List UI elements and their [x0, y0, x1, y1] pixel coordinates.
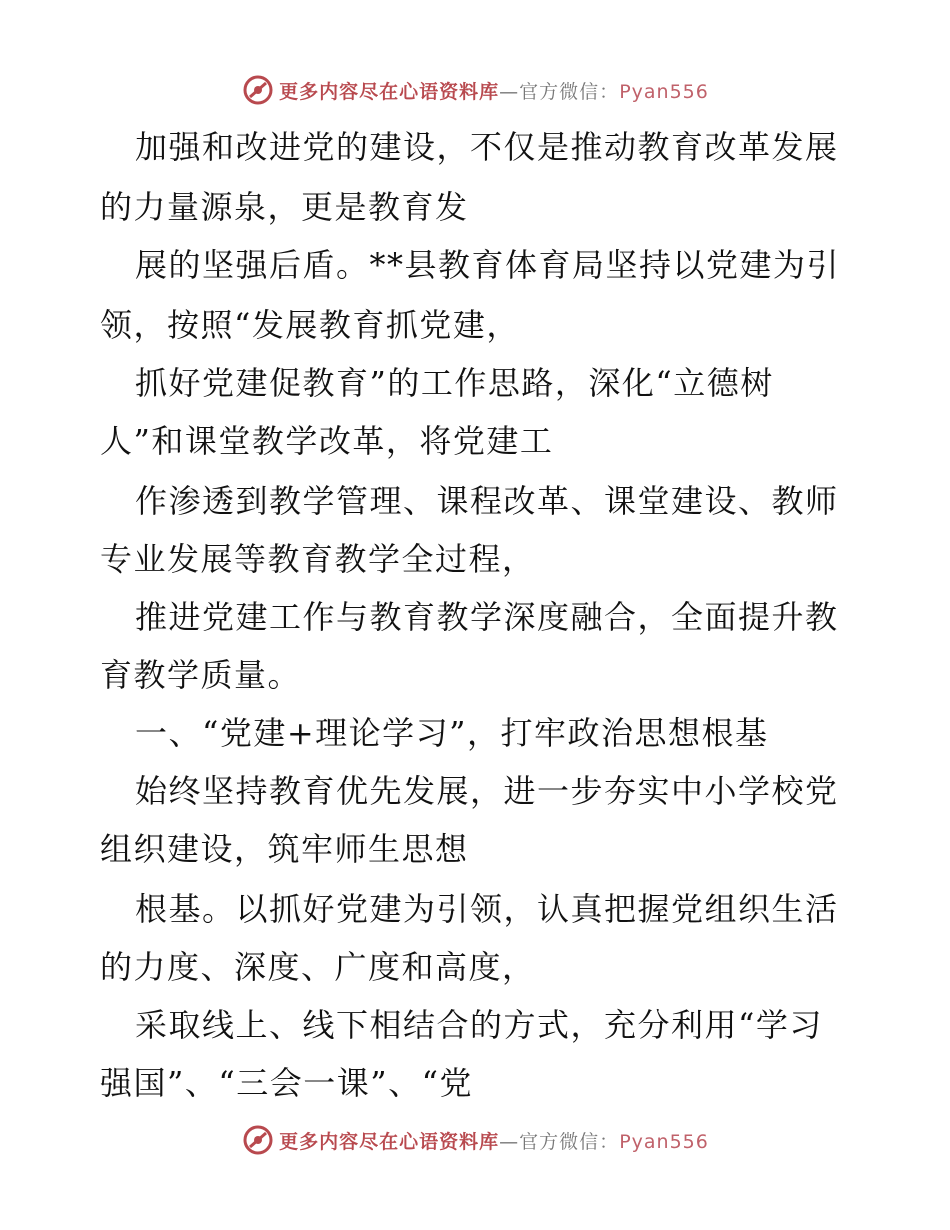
banner-wechat-id: Pyan556: [619, 80, 709, 103]
banner-library-text: 更多内容尽在心语资料库: [279, 1130, 500, 1153]
body-line: 育教学质量。: [100, 656, 302, 694]
footer-banner: [0, 1120, 950, 1160]
banner-text: [279, 1127, 709, 1154]
header-banner: [0, 70, 950, 110]
body-line: 强国”、“三会一课”、“党: [100, 1064, 473, 1102]
banner-wechat-id: Pyan556: [619, 1130, 709, 1153]
body-line: 专业发展等教育教学全过程，: [100, 540, 536, 578]
body-line: 领，按照“发展教育抓党建，: [100, 306, 520, 344]
section-heading: 一、“党建+理论学习”，打牢政治思想根基: [135, 714, 769, 752]
body-line: 加强和改进党的建设，不仅是推动教育改革发展: [135, 128, 839, 166]
brand-logo-icon: [241, 1123, 275, 1157]
banner-library-text: 更多内容尽在心语资料库: [279, 80, 500, 103]
body-line: 作渗透到教学管理、课程改革、课堂建设、教师: [135, 482, 839, 520]
banner-wechat-label: —官方微信：: [499, 80, 620, 103]
banner-text: [279, 77, 709, 104]
body-line: 推进党建工作与教育教学深度融合，全面提升教: [135, 598, 839, 636]
body-line: 根基。以抓好党建为引领，认真把握党组织生活: [135, 890, 839, 928]
body-line: 抓好党建促教育”的工作思路，深化“立德树: [135, 364, 774, 402]
body-line: 始终坚持教育优先发展，进一步夯实中小学校党: [135, 772, 839, 810]
body-line: 采取线上、线下相结合的方式，充分利用“学习: [135, 1006, 823, 1044]
brand-logo-icon: [241, 73, 275, 107]
body-line: 的力度、深度、广度和高度，: [100, 948, 536, 986]
body-line: 展的坚强后盾。**县教育体育局坚持以党建为引: [135, 246, 841, 284]
banner-wechat-label: —官方微信：: [499, 1130, 620, 1153]
body-line: 人”和课堂教学改革，将党建工: [100, 422, 554, 460]
body-line: 的力量源泉，更是教育发: [100, 188, 469, 226]
body-line: 组织建设，筑牢师生思想: [100, 830, 469, 868]
